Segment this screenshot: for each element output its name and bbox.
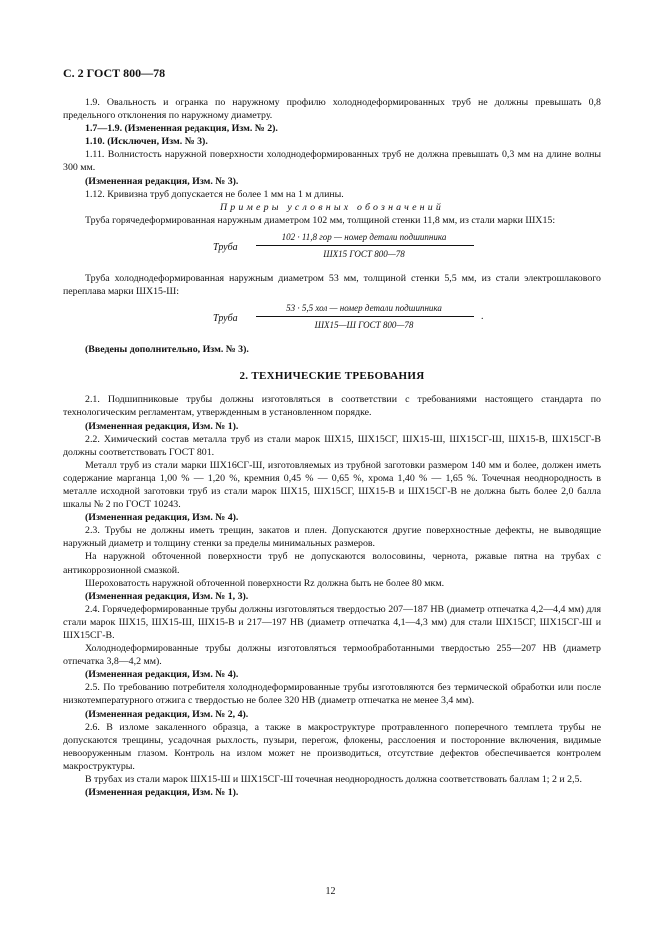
clause-1-12: 1.12. Кривизна труб допускается не более 1 мм на 1 м длины. [85, 188, 344, 200]
clause-2-6-cont: В трубах из стали марок ШХ15-Ш и ШХ15СГ-Ш точечная неоднородность должна соответствовать баллам 1; 2 и 2,5. [85, 774, 582, 786]
example-1-text: Труба горячедеформированная наружным диаметром 102 мм, толщиной стенки 11,8 мм, из стали марки ШХ15: [85, 214, 556, 226]
edit-note: (Измененная редакция, Изм. № 1). [85, 787, 239, 799]
page-header: С. 2 ГОСТ 800—78 [63, 66, 166, 80]
edit-note: 1.7—1.9. (Измененная редакция, Изм. № 2). [85, 123, 278, 135]
edit-note: (Измененная редакция, Изм. № 2, 4). [85, 708, 249, 720]
introduced-note: (Введены дополнительно, Изм. № 3). [85, 344, 249, 356]
clause-2-5: 2.5. По требованию потребителя холоднодеформированные трубы изготовляются без термической обработки или после низкотемпературного отжига с твердостью не более 320 НВ (диаметр отпечатка не менее 3,4 мм). [63, 682, 601, 707]
formula-label: Труба [213, 313, 238, 325]
fraction-line [256, 316, 474, 317]
clause-2-3-roughness: Шероховатость наружной обточенной поверхности Rz должна быть не более 80 мкм. [85, 577, 445, 589]
section-title: 2. ТЕХНИЧЕСКИЕ ТРЕБОВАНИЯ [239, 370, 425, 383]
formula-end: . [481, 311, 484, 323]
example-2-text: Труба холоднодеформированная наружным диаметром 53 мм, толщиной стенки 5,5 мм, из стали электрошлакового переплава марки ШХ15-Ш: [63, 272, 601, 298]
formula-numerator: 102 · 11,8 гор — номер детали подшипника [281, 231, 447, 242]
clause-2-2-cont: Металл труб из стали марки ШХ16СГ-Ш, изготовляемых из трубной заготовки размером 140 мм и более, должен иметь содержание марганца 1,00 % — 1,20 %, кремния 0,45 % — 0,65 %, хрома 1,40 % — 1,65 %. Точечная неоднородность в металле исходной заготовки труб из стали марок ШХ15, ШХ15СГ, ШХ15-В и ШХ15СГ-В не должна быть более 2,0 балла шкалы № 2 по ГОСТ 10243. [63, 459, 601, 511]
edit-note: (Измененная редакция, Изм. № 1, 3). [85, 590, 249, 602]
edit-note: (Измененная редакция, Изм. № 3). [85, 175, 239, 187]
clause-2-1: 2.1. Подшипниковые трубы должны изготовляться в соответствии с требованиями настоящего стандарта по технологическим регламентам, утвержденным в установленном порядке. [63, 394, 601, 419]
formula-numerator: 53 · 5,5 хол — номер детали подшипника [286, 303, 442, 314]
document-body [63, 96, 601, 799]
edit-note: (Измененная редакция, Изм. № 4). [85, 669, 239, 681]
examples-title: Примеры условных обозначений [219, 201, 445, 213]
clause-1-9: 1.9. Овальность и огранка по наружному профилю холоднодеформированных труб не должны превышать 0,8 предельного отклонения по наружному диаметру. [63, 97, 601, 122]
fraction-line [256, 245, 474, 246]
page-number: 12 [325, 886, 336, 897]
edit-note: (Измененная редакция, Изм. № 4). [85, 512, 239, 524]
edit-note: (Измененная редакция, Изм. № 1). [85, 420, 239, 432]
designation-formula-2 [63, 302, 601, 337]
formula-denominator: ШХ15 ГОСТ 800—78 [323, 248, 405, 259]
clause-2-4-cont: Холоднодеформированные трубы должны изготовляться термообработанными твердостью 255—207 НВ (диаметр отпечатка 3,8—4,2 мм). [63, 643, 601, 668]
designation-formula-1 [63, 231, 601, 266]
clause-2-6: 2.6. В изломе закаленного образца, а также в макроструктуре протравленного поперечного темплета трубы не допускаются трещины, усадочная рыхлость, пузыри, перегож, флокены, расслоения и посторонние включения, видимые невооруженным глазом. Контроль на излом может не производиться, отсутствие дефектов обеспечивается контролем макроструктуры. [63, 721, 601, 772]
clause-2-4: 2.4. Горячедеформированные трубы должны изготовляться твердостью 207—187 НВ (диаметр отпечатка 4,2—4,4 мм) для стали марок ШХ15, ШХ15-Ш, ШХ15-В и 217—197 НВ (диаметр отпечатка 4,1—4,3 мм) для стали ШХ15СГ, ШХ15СГ-Ш и ШХ15СГ-В. [63, 603, 601, 641]
clause-2-3-cont: На наружной обточенной поверхности труб не допускаются волосовины, чернота, ржавые пятна на трубах с антикоррозионной смазкой. [63, 551, 601, 576]
formula-label: Труба [213, 241, 238, 253]
clause-1-10: 1.10. (Исключен, Изм. № 3). [85, 136, 208, 148]
clause-2-2: 2.2. Химический состав металла труб из стали марок ШХ15, ШХ15СГ, ШХ15-Ш, ШХ15СГ-Ш, ШХ15-В, ШХ15СГ-В должны соответствовать ГОСТ 801. [63, 433, 601, 458]
clause-2-3: 2.3. Трубы не должны иметь трещин, закатов и плен. Допускаются другие поверхностные дефекты, не выводящие наружный диаметр и толщину стенки за пределы минимальных размеров. [63, 525, 601, 550]
clause-1-11: 1.11. Волнистость наружной поверхности холоднодеформированных труб не должна превышать 0,3 мм на длине волны 300 мм. [63, 149, 601, 174]
formula-denominator: ШХ15—Ш ГОСТ 800—78 [314, 320, 414, 331]
